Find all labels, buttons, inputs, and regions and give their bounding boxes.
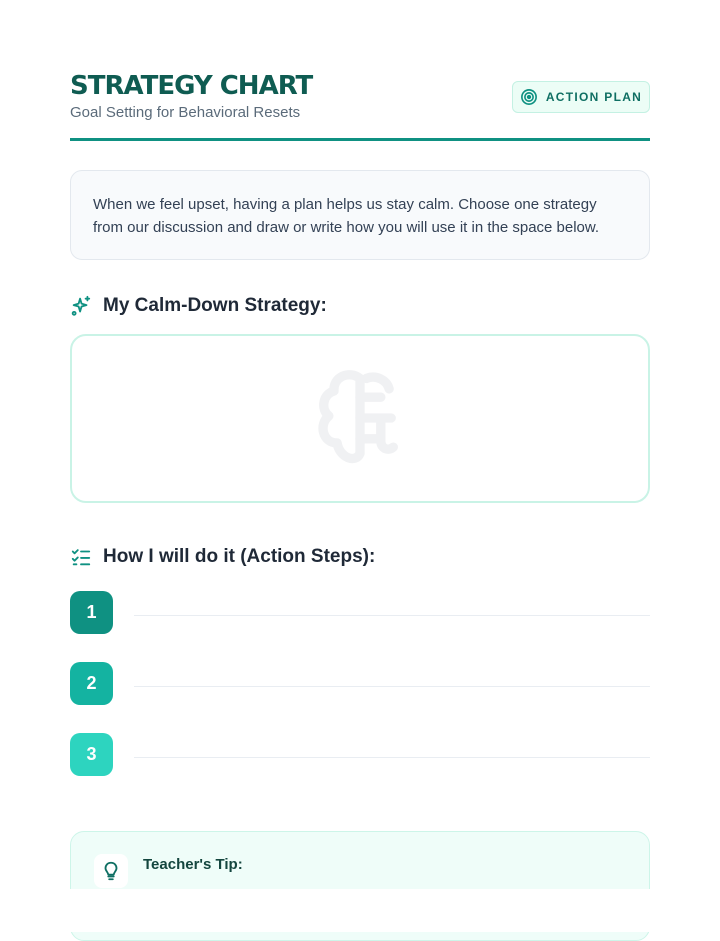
tip-icon-container [94, 854, 128, 888]
action-step [70, 591, 650, 635]
list-checks-icon [70, 546, 92, 568]
teacher-tip-title: Teacher's Tip: [143, 856, 243, 873]
header-divider [70, 138, 650, 141]
page-bottom-margin [0, 889, 720, 932]
steps-heading-label: How I will do it (Action Steps): [103, 546, 376, 567]
step-number-badge: 1 [70, 591, 113, 634]
strategy-heading-label: My Calm-Down Strategy: [103, 295, 327, 316]
worksheet-page [70, 0, 650, 932]
step-number-badge: 3 [70, 733, 113, 776]
badge-label: ACTION PLAN [545, 90, 643, 104]
lightbulb-icon [100, 860, 122, 882]
step-write-line[interactable] [134, 615, 650, 616]
step-write-line[interactable] [134, 757, 650, 758]
step-number-badge: 2 [70, 662, 113, 705]
intro-box [70, 170, 650, 260]
brain-icon [308, 366, 412, 470]
target-icon [520, 88, 538, 106]
page-title: STRATEGY CHART [70, 71, 313, 101]
action-step [70, 733, 650, 777]
intro-text: When we feel upset, having a plan helps us stay calm. Choose one strategy from our discussion and draw or write how you will use it in the space below. [93, 196, 600, 236]
sparkles-icon [70, 295, 92, 317]
action-plan-badge [512, 81, 650, 113]
page-subtitle: Goal Setting for Behavioral Resets [70, 104, 301, 121]
strategy-drawing-area[interactable] [70, 334, 650, 503]
step-write-line[interactable] [134, 686, 650, 687]
steps-heading [70, 546, 375, 568]
action-step [70, 662, 650, 706]
strategy-heading [70, 295, 327, 317]
